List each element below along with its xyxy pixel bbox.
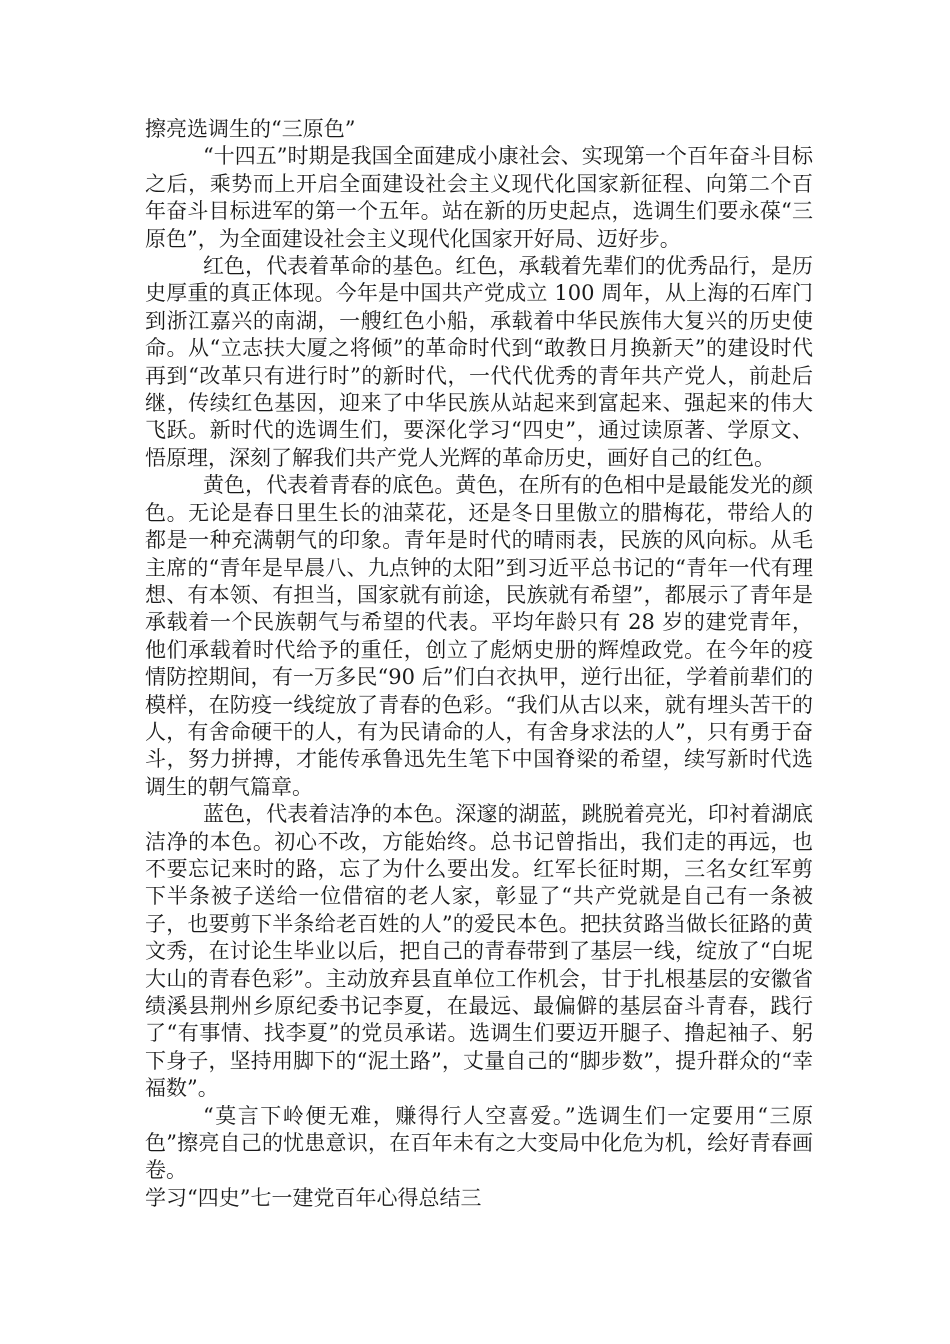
paragraph-intro: “十四五”时期是我国全面建成小康社会、实现第一个百年奋斗目标之后，乘势而上开启全面建设社会主义现代化国家新征程、向第二个百年奋斗目标进军的第一个五年。站在新的历史起点，选调生们要永葆“三原色”，为全面建设社会主义现代化国家开好局、迈好步。 [145, 144, 813, 251]
paragraph-red: 红色，代表着革命的基色。红色，承载着先辈们的优秀品行，是历史厚重的真正体现。今年是中国共产党成立 100 周年，从上海的石库门到浙江嘉兴的南湖，一艘红色小船，承载着中华民族伟大复兴的历史使命。从“立志扶大厦之将倾”的革命时代到“敢教日月换新天”的建设时代再到“改革只有进行时”的新时代，一代代优秀的青年共产党人，前赴后继，传续红色基因，迎来了中华民族从站起来到富起来、强起来的伟大飞跃。新时代的选调生们，要深化学习“四史”，通过读原著、学原文、悟原理，深刻了解我们共产党人光辉的革命历史，画好自己的红色。 [145, 254, 813, 470]
document-title: 擦亮选调生的“三原色” [145, 117, 356, 141]
paragraph-closing: “莫言下岭便无难，赚得行人空喜爱。”选调生们一定要用“三原色”擦亮自己的忧患意识，在百年未有之大变局中化危为机，绘好青春画卷。 [145, 1103, 813, 1183]
paragraph-blue: 蓝色，代表着洁净的本色。深邃的湖蓝，跳脱着亮光，印衬着湖底洁净的本色。初心不改，方能始终。总书记曾指出，我们走的再远，也不要忘记来时的路，忘了为什么要出发。红军长征时期，三名女红军剪下半条被子送给一位借宿的老人家，彰显了“共产党就是自己有一条被子，也要剪下半条给老百姓的人”的爱民本色。把扶贫路当做长征路的黄文秀，在讨论生毕业以后，把自己的青春带到了基层一线，绽放了“白坭大山的青春色彩”。主动放弃县直单位工作机会，甘于扎根基层的安徽省绩溪县荆州乡原纪委书记李夏，在最远、最偏僻的基层奋斗青春，践行了“有事情、找李夏”的党员承诺。选调生们要迈开腿子、撸起袖子、躬下身子，坚持用脚下的“泥土路”，丈量自己的“脚步数”，提升群众的“幸福数”。 [145, 802, 813, 1101]
document-page [145, 116, 813, 1212]
paragraph-yellow: 黄色，代表着青春的底色。黄色，在所有的色相中是最能发光的颜色。无论是春日里生长的油菜花，还是冬日里傲立的腊梅花，带给人的都是一种充满朝气的印象。青年是时代的晴雨表，民族的风向标。从毛主席的“青年是早晨八、九点钟的太阳”到习近平总书记的“青年一代有理想、有本领、有担当，国家就有前途，民族就有希望”，都展示了青年是承载着一个民族朝气与希望的代表。平均年龄只有 28 岁的建党青年，他们承载着时代给予的重任，创立了彪炳史册的辉煌政党。在今年的疫情防控期间，有一万多民“90 后”们白衣执甲，逆行出征，学着前辈们的模样，在防疫一线绽放了青春的色彩。“我们从古以来，就有埋头苦干的人，有舍命硬干的人，有为民请命的人，有舍身求法的人”，只有勇于奋斗，努力拼搏，才能传承鲁迅先生笔下中国脊梁的希望，续写新时代选调生的朝气篇章。 [145, 473, 813, 799]
next-section-heading: 学习“四史”七一建党百年心得总结三 [145, 1185, 482, 1210]
